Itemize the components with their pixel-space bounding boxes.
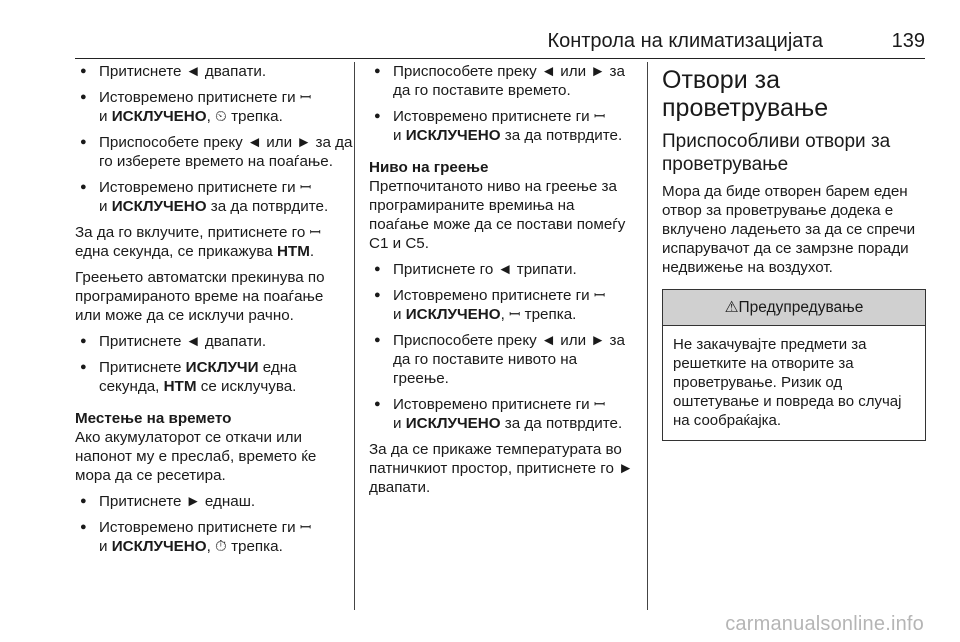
warning-title: Предупредување xyxy=(738,299,864,316)
column-divider xyxy=(647,62,648,610)
heater-button-icon: ꟷ xyxy=(509,306,521,322)
list-item xyxy=(369,286,635,324)
heater-button-icon: ꟷ xyxy=(299,179,312,195)
bullet-list xyxy=(75,62,353,216)
list-item: ● Притиснете го ◄ трипати. xyxy=(369,260,635,279)
text: Истовремено притиснете ги xyxy=(393,396,594,413)
text: , ⏲ трепка. xyxy=(206,108,283,125)
text: и xyxy=(393,306,406,323)
section-heading: Отвори за проветрување xyxy=(662,66,829,122)
column-middle xyxy=(369,62,635,504)
page-title: Контрола на климатизацијата xyxy=(547,30,823,52)
bold-text: ИСКЛУЧЕНО xyxy=(405,306,501,323)
list-item: ● Приспособете преку ◄ или ► за да го поставите времето. xyxy=(369,62,635,100)
paragraph: За да се прикаже температурата во патничкиот простор, притиснете го ► двапати. xyxy=(369,441,634,496)
text: една секунда, се прикажува xyxy=(75,243,277,260)
page-header xyxy=(75,28,925,59)
text: една секунда, xyxy=(99,359,297,395)
paragraph: Греењето автоматски прекинува по програмираното време на поаѓање или може да се исклучи рачно. xyxy=(75,269,325,324)
list-item xyxy=(369,107,635,145)
heater-button-icon: ꟷ xyxy=(593,396,606,412)
text: За да го вклучите, притиснете го xyxy=(75,224,310,241)
subheading: Местење на времето xyxy=(75,410,232,427)
paragraph: Претпочитаното ниво на греење за програмираните времиња на поаѓање може да се постави помеѓу C1 и C5. xyxy=(369,178,626,252)
heater-button-icon: ꟷ xyxy=(299,89,312,105)
warning-header xyxy=(663,290,925,326)
heater-button-icon: ꟷ xyxy=(593,108,606,124)
paragraph xyxy=(75,223,353,261)
bold-text: HTM xyxy=(163,378,197,395)
column-left xyxy=(75,62,353,563)
text: се исклучува. xyxy=(196,378,297,395)
text: , ⏱ трепка. xyxy=(206,538,283,555)
heater-button-icon: ꟷ xyxy=(309,224,321,240)
subheading: Ниво на греење xyxy=(369,159,489,176)
list-item: ● Притиснете ◄ двапати. xyxy=(75,62,353,81)
bullet-list xyxy=(369,62,635,145)
text: Истовремено притиснете ги xyxy=(393,287,594,304)
bold-text: HTM xyxy=(276,243,310,260)
text: Притиснете xyxy=(99,359,186,376)
text: за да потврдите. xyxy=(206,198,329,215)
list-item: ● Приспособете преку ◄ или ► за да го изберете времето на поаѓање. xyxy=(75,133,353,171)
page-number: 139 xyxy=(891,30,925,52)
list-item xyxy=(75,518,353,556)
warning-box xyxy=(662,289,926,441)
list-item xyxy=(75,178,353,216)
subsection-heading: Приспособливи отвори за проветрување xyxy=(662,131,891,175)
text: и xyxy=(99,538,112,555)
text: за да потврдите. xyxy=(500,415,623,432)
text: и xyxy=(393,415,406,432)
text: . xyxy=(309,243,315,260)
text: за да потврдите. xyxy=(500,127,623,144)
watermark: carmanualsonline.info xyxy=(725,613,924,635)
list-item: ● Притиснете ◄ двапати. xyxy=(75,332,353,351)
list-item xyxy=(75,88,353,126)
list-item: ● Притиснете ► еднаш. xyxy=(75,492,353,511)
bullet-list xyxy=(75,332,353,396)
column-right xyxy=(662,62,926,441)
text: Истовремено притиснете ги xyxy=(393,108,594,125)
bold-text: ИСКЛУЧЕНО xyxy=(405,127,501,144)
text: и xyxy=(393,127,406,144)
text: Истовремено притиснете ги xyxy=(99,179,300,196)
bold-text: ИСКЛУЧЕНО xyxy=(111,198,207,215)
paragraph: Мора да биде отворен барем еден отвор за проветрување додека е вклучено ладењето за да се спречи испарувачот да се замрзне поради недвижење на воздухот. xyxy=(662,183,916,276)
list-item xyxy=(75,358,353,396)
bullet-list xyxy=(75,492,353,556)
paragraph: Ако акумулаторот се откачи или напонот му е преслаб, времето ќе мора да се ресетира. xyxy=(75,429,317,484)
text: и xyxy=(99,198,112,215)
text: , xyxy=(500,306,510,323)
text: Истовремено притиснете ги xyxy=(99,519,300,536)
list-item: ● Приспособете преку ◄ или ► за да го поставите нивото на греење. xyxy=(369,331,635,388)
bullet-list xyxy=(369,260,635,433)
bold-text: ИСКЛУЧЕНО xyxy=(111,538,207,555)
text: трепка. xyxy=(520,306,577,323)
text: и xyxy=(99,108,112,125)
warning-triangle-icon: ⚠ xyxy=(724,299,739,316)
column-divider xyxy=(354,62,355,610)
bold-text: ИСКЛУЧЕНО xyxy=(111,108,207,125)
bold-text: ИСКЛУЧЕНО xyxy=(405,415,501,432)
heater-button-icon: ꟷ xyxy=(299,519,312,535)
heater-button-icon: ꟷ xyxy=(593,287,606,303)
list-item xyxy=(369,395,635,433)
text: Истовремено притиснете ги xyxy=(99,89,300,106)
bold-text: ИСКЛУЧИ xyxy=(185,359,259,376)
warning-text: Не закачувајте предмети за решетките на отворите за проветрување. Ризик од оштетување и повреда во случај на сообраќајка. xyxy=(673,336,902,429)
